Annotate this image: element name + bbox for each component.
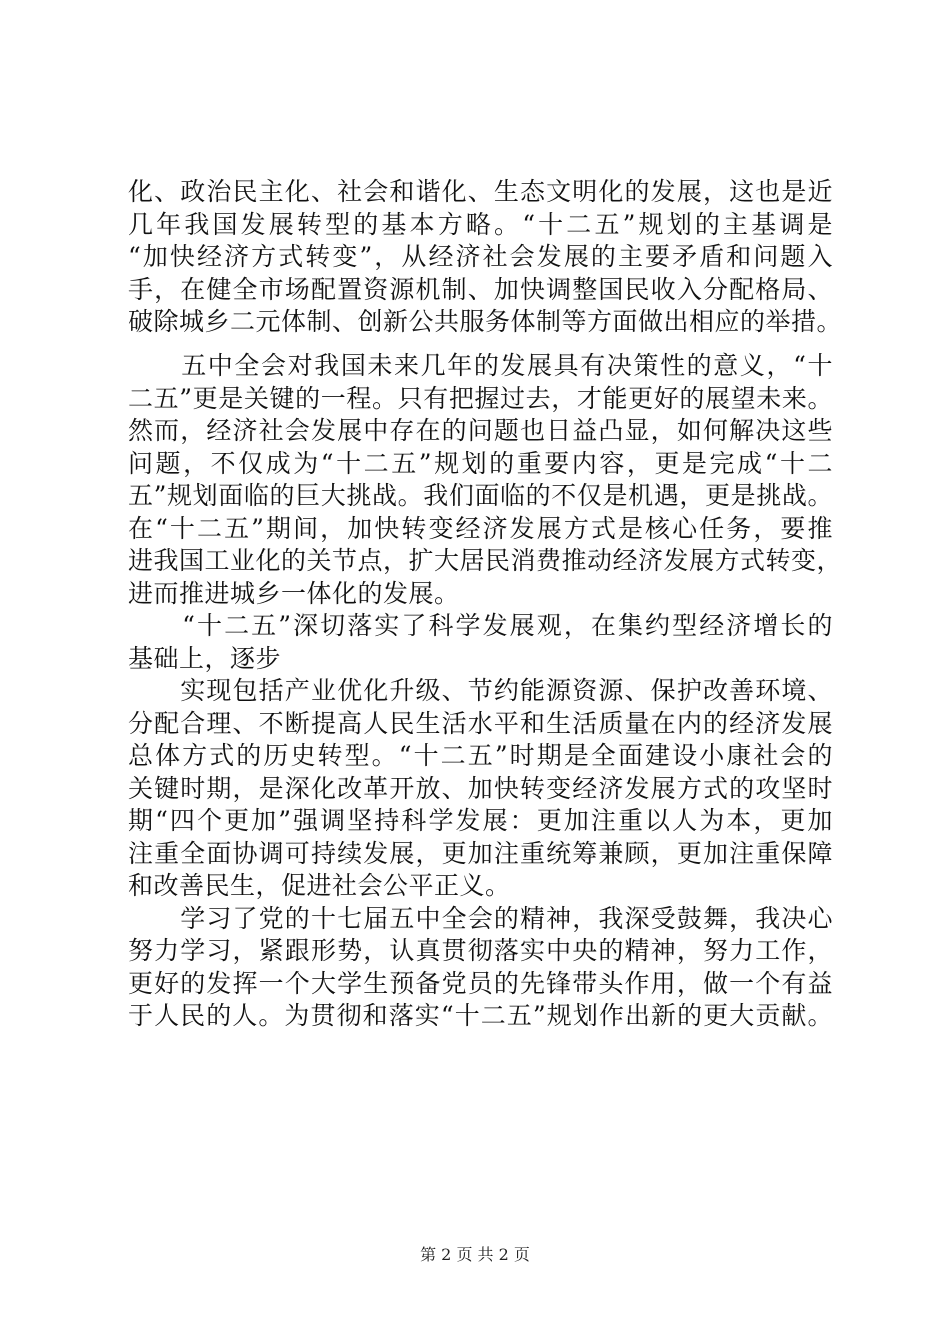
text-line: 问题，不仅成为“十二五”规划的重要内容，更是完成“十二 — [128, 448, 833, 478]
text-line: 手，在健全市场配置资源机制、加快调整国民收入分配格局、 — [128, 274, 833, 304]
text-line: 二五”更是关键的一程。只有把握过去，才能更好的展望未来。 — [128, 383, 833, 413]
text-line: 进而推进城乡一体化的发展。 — [128, 578, 460, 608]
text-line: 关键时期，是深化改革开放、加快转变经济发展方式的攻坚时 — [128, 773, 833, 803]
text-line: 于人民的人。为贯彻和落实“十二五”规划作出新的更大贡献。 — [128, 1001, 833, 1030]
text-line: 破除城乡二元体制、创新公共服务体制等方面做出相应的举措。 — [128, 307, 843, 336]
text-line: 期“四个更加”强调坚持科学发展：更加注重以人为本，更加 — [128, 806, 833, 835]
text-line: “十二五”深切落实了科学发展观，在集约型经济增长的 — [128, 611, 833, 640]
paragraph-block-main — [128, 350, 843, 1033]
text-line: 学习了党的十七届五中全会的精神，我深受鼓舞，我决心 — [128, 903, 833, 933]
text-line: 化、政治民主化、社会和谐化、生态文明化的发展，这也是近 — [128, 177, 833, 206]
text-line: 五中全会对我国未来几年的发展具有决策性的意义，“十 — [128, 351, 833, 380]
text-line: 总体方式的历史转型。“十二五”时期是全面建设小康社会的 — [128, 741, 833, 770]
text-line: 实现包括产业优化升级、节约能源资源、保护改善环境、 — [128, 676, 833, 705]
text-line: 和改善民生，促进社会公平正义。 — [128, 871, 511, 900]
text-line: 几年我国发展转型的基本方略。“十二五”规划的主基调是 — [128, 209, 833, 239]
text-line: 努力学习，紧跟形势，认真贯彻落实中央的精神，努力工作， — [128, 936, 833, 965]
text-line: 基础上，逐步 — [128, 643, 282, 673]
paragraph-block-continued — [128, 176, 843, 339]
page-number-label: 第 2 页 共 2 页 — [420, 1245, 530, 1264]
page-footer — [0, 1245, 950, 1265]
text-line: 分配合理、不断提高人民生活水平和生活质量在内的经济发展 — [128, 708, 833, 738]
text-line: 然而，经济社会发展中存在的问题也日益凸显，如何解决这些 — [128, 416, 833, 445]
text-line: 更好的发挥一个大学生预备党员的先锋带头作用，做一个有益 — [128, 968, 833, 998]
text-line: 在“十二五”期间，加快转变经济发展方式是核心任务，要推 — [128, 513, 833, 543]
text-line: 五”规划面临的巨大挑战。我们面临的不仅是机遇，更是挑战。 — [128, 481, 833, 510]
text-line: 进我国工业化的关节点，扩大居民消费推动经济发展方式转变， — [128, 546, 843, 575]
text-line: 注重全面协调可持续发展，更加注重统筹兼顾，更加注重保障 — [128, 838, 833, 868]
text-line: “加快经济方式转变”，从经济社会发展的主要矛盾和问题入 — [128, 242, 833, 271]
